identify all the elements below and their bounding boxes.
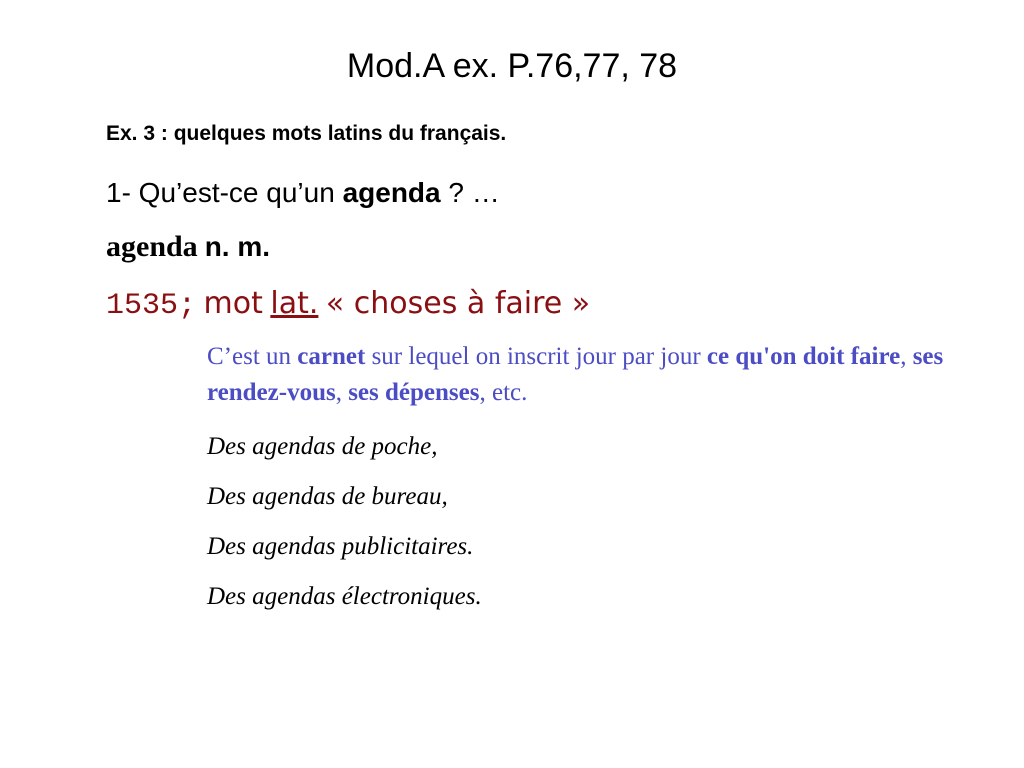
question-suffix: ? … [440, 177, 500, 208]
entry-part-of-speech: n. m. [204, 231, 271, 262]
example-item: Des agendas de bureau, [207, 483, 448, 510]
question-keyword: agenda [342, 177, 441, 208]
definition-part2: sur lequel on inscrit jour par jour [365, 343, 707, 370]
etymology-meaning: « choses à faire » [325, 286, 591, 321]
definition-bold-ce-qu-on-doit-faire: ce qu'on doit faire [706, 343, 901, 370]
definition-text [207, 339, 967, 411]
etymology-date: 1535; [106, 289, 197, 323]
definition-bold-carnet: carnet [297, 343, 366, 370]
dictionary-entry [106, 228, 270, 267]
etymology-line [106, 284, 590, 326]
etymology-mot: mot [203, 286, 263, 321]
definition-part1: C’est un [207, 343, 298, 370]
definition-sep2: , [335, 379, 349, 406]
question-prefix: 1- Qu’est-ce qu’un [106, 177, 343, 208]
exercise-heading: Ex. 3 : quelques mots latins du français. [106, 122, 507, 145]
definition-sep1: , [900, 343, 913, 370]
example-item: Des agendas électroniques. [207, 583, 482, 610]
definition-bold-rendez-vous: ses rendez-vous [207, 343, 944, 406]
definition-part3: , etc. [479, 379, 528, 406]
example-item: Des agendas publicitaires. [207, 533, 474, 560]
slide-title: Mod.A ex. P.76,77, 78 [346, 47, 678, 85]
question-line [106, 174, 500, 212]
entry-headword: agenda [106, 230, 198, 263]
etymology-lat: lat. [270, 286, 319, 321]
definition-bold-depenses: ses dépenses [348, 379, 480, 406]
example-item: Des agendas de poche, [207, 433, 438, 460]
